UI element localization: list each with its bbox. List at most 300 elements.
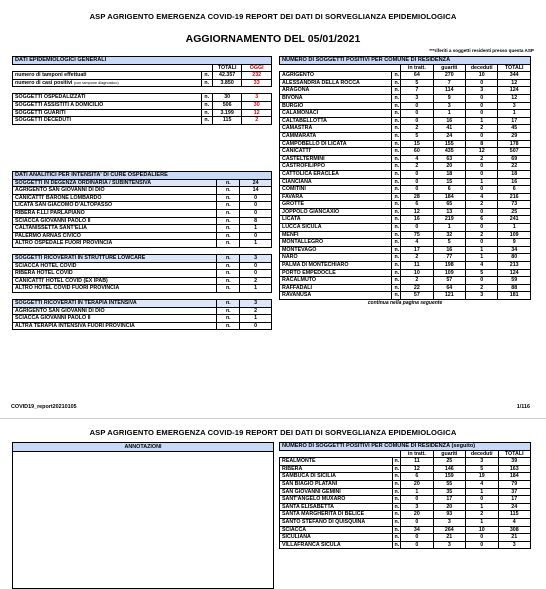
municipality-name: FAVARA [280, 193, 392, 201]
municipality-name: SANT'ANGELO MUXARO [280, 496, 393, 504]
annotations-title: ANNOTAZIONI [13, 443, 273, 452]
municipality-recovered: 159 [433, 473, 465, 481]
care-row-unit: n. [217, 262, 240, 270]
municipality-deceased: 0 [465, 102, 497, 110]
care-row-value: 1 [240, 225, 272, 233]
municipality-name: SANTA ELISABETTA [280, 503, 393, 511]
municipality-unit: n. [392, 480, 401, 488]
municipality-title: NUMERO DI SOGGETTI POSITIVI PER COMUNE DI RESIDENZA [280, 57, 531, 65]
municipality-row [280, 178, 531, 186]
municipality-row [280, 284, 531, 292]
municipality-total: 17 [498, 496, 531, 504]
municipality-deceased: 10 [465, 72, 497, 80]
municipality-in-treatment: 0 [401, 117, 433, 125]
col-totali: TOTALI [498, 64, 531, 72]
care-row-value: 0 [240, 322, 272, 330]
municipality-recovered: 93 [433, 511, 465, 519]
municipality-name: LUCCA SICULA [280, 224, 392, 232]
care-row-unit: n. [217, 225, 240, 233]
general-row-label: SOGGETTI ASSISTITI A DOMICILIO [13, 101, 202, 109]
municipality-unit: n. [392, 178, 401, 186]
municipality-recovered: 15 [433, 178, 465, 186]
municipality-row [280, 458, 531, 466]
municipality-name: CAMASTRA [280, 125, 392, 133]
municipality-unit: n. [392, 526, 401, 534]
municipality-unit: n. [392, 246, 401, 254]
municipality-row [280, 87, 531, 95]
municipality-row [280, 163, 531, 171]
municipality-row [280, 201, 531, 209]
care-row-unit: n. [217, 232, 240, 240]
general-data-table [12, 56, 272, 125]
care-group-label: SOGGETTI RICOVERATI IN TERAPIA INTENSIVA [13, 299, 217, 307]
municipality-title-continued: NUMERO DI SOGGETTI POSITIVI PER COMUNE DI RESIDENZA (seguito) [280, 443, 531, 451]
municipality-recovered: 25 [433, 458, 465, 466]
municipality-name: PALMA DI MONTECHIARO [280, 262, 392, 270]
municipality-deceased: 2 [465, 125, 497, 133]
municipality-recovered: 3 [433, 518, 465, 526]
municipality-recovered: 184 [433, 193, 465, 201]
municipality-row [280, 148, 531, 156]
care-row [13, 285, 272, 293]
municipality-name: CAMMARATA [280, 132, 392, 140]
municipality-deceased: 0 [465, 94, 497, 102]
report-header-2: ASP AGRIGENTO EMERGENZA COVID-19 REPORT DEI DATI DI SORVEGLIANZA EPIDEMIOLOGICA [89, 428, 457, 437]
municipality-name: CAMPOBELLO DI LICATA [280, 140, 392, 148]
care-row-label: CANICATTI' BARONE LOMBARDO [13, 194, 217, 202]
municipality-in-treatment: 4 [401, 239, 433, 247]
municipality-total: 115 [498, 511, 531, 519]
general-row-today: 2 [242, 117, 272, 125]
municipality-unit: n. [392, 262, 401, 270]
municipality-total: 59 [498, 277, 531, 285]
general-row [13, 109, 272, 117]
municipality-total: 73 [498, 201, 531, 209]
care-row-unit: n. [217, 187, 240, 195]
municipality-row [280, 511, 531, 519]
municipality-total: 6 [498, 186, 531, 194]
municipality-row [280, 140, 531, 148]
municipality-recovered: 32 [433, 231, 465, 239]
municipality-recovered: 41 [433, 125, 465, 133]
municipality-row [280, 496, 531, 504]
col-totali: TOTALI [498, 450, 531, 458]
general-row-label-cell [13, 79, 202, 87]
municipality-recovered: 21 [433, 534, 465, 542]
general-row-today: 12 [242, 109, 272, 117]
municipality-name: RACALMUTO [280, 277, 392, 285]
municipality-recovered: 114 [433, 87, 465, 95]
municipality-unit: n. [392, 284, 401, 292]
care-row [13, 217, 272, 225]
municipality-deceased: 1 [466, 503, 498, 511]
general-row-label-cell [13, 72, 202, 80]
municipality-name: COMITINI [280, 186, 392, 194]
care-group-unit: n. [217, 179, 240, 187]
municipality-name: MENFI [280, 231, 392, 239]
care-row-value: 0 [240, 262, 272, 270]
municipality-unit: n. [392, 72, 401, 80]
municipality-total: 308 [498, 526, 531, 534]
municipality-in-treatment: 5 [401, 132, 433, 140]
page-number: 1/116 [516, 404, 530, 410]
municipality-row [280, 170, 531, 178]
care-row-unit: n. [217, 202, 240, 210]
general-row-total: 115 [212, 117, 242, 125]
municipality-in-treatment: 2 [401, 254, 433, 262]
care-row [13, 307, 272, 315]
municipality-unit: n. [392, 216, 401, 224]
municipality-name: BIVONA [280, 94, 392, 102]
municipality-total: 12 [498, 79, 531, 87]
municipality-row [280, 246, 531, 254]
municipality-deceased: 2 [466, 511, 498, 519]
municipality-in-treatment: 11 [401, 262, 433, 270]
municipality-deceased: 1 [465, 246, 497, 254]
general-row-sublabel: (con tampone diagnostico) [73, 80, 119, 85]
municipality-name: MONTEVAGO [280, 246, 392, 254]
municipality-name: SAMBUCA DI SICILIA [280, 473, 393, 481]
municipality-total: 17 [498, 117, 531, 125]
municipality-deceased: 5 [466, 465, 498, 473]
municipality-deceased: 0 [466, 541, 498, 549]
col-deceduti: deceduti [465, 64, 497, 72]
municipality-deceased: 0 [466, 534, 498, 542]
municipality-unit: n. [392, 292, 401, 300]
municipality-in-treatment: 57 [401, 292, 433, 300]
municipality-recovered: 13 [433, 208, 465, 216]
municipality-in-treatment: 0 [401, 170, 433, 178]
annotations-box [12, 442, 274, 589]
municipality-in-treatment: 4 [401, 155, 433, 163]
municipality-total: 109 [498, 231, 531, 239]
municipality-total: 3 [498, 541, 531, 549]
municipality-recovered: 3 [433, 102, 465, 110]
municipality-recovered: 155 [433, 140, 465, 148]
municipality-total: 4 [498, 518, 531, 526]
municipality-deceased: 4 [465, 193, 497, 201]
hospital-care-table [12, 171, 272, 330]
municipality-row [280, 262, 531, 270]
municipality-recovered: 20 [433, 503, 465, 511]
municipality-total: 21 [498, 534, 531, 542]
municipality-row [280, 541, 531, 549]
general-row [13, 117, 272, 125]
municipality-deceased: 0 [465, 163, 497, 171]
municipality-unit: n. [392, 239, 401, 247]
general-row-unit: n. [201, 79, 212, 87]
municipality-in-treatment: 15 [401, 140, 433, 148]
municipality-recovered: 5 [433, 239, 465, 247]
general-row-unit: n. [201, 101, 212, 109]
municipality-total: 37 [498, 488, 531, 496]
municipality-in-treatment: 22 [401, 284, 433, 292]
care-row-unit: n. [217, 270, 240, 278]
municipality-total: 39 [498, 458, 531, 466]
municipality-deceased: 3 [465, 87, 497, 95]
municipality-deceased: 10 [466, 526, 498, 534]
municipality-total: 24 [498, 503, 531, 511]
care-row-value: 1 [240, 285, 272, 293]
municipality-unit: n. [392, 163, 401, 171]
municipality-table [279, 56, 531, 307]
municipality-deceased: 2 [465, 201, 497, 209]
municipality-row [280, 239, 531, 247]
care-row [13, 262, 272, 270]
municipality-unit: n. [392, 201, 401, 209]
care-row-unit: n. [217, 217, 240, 225]
municipality-total: 241 [498, 216, 531, 224]
municipality-name: CALAMONACI [280, 110, 392, 118]
municipality-recovered: 1 [433, 224, 465, 232]
care-row [13, 187, 272, 195]
municipality-total: 9 [498, 239, 531, 247]
municipality-unit: n. [392, 117, 401, 125]
municipality-total: 12 [498, 94, 531, 102]
municipality-unit: n. [392, 87, 401, 95]
municipality-recovered: 24 [433, 132, 465, 140]
care-row-label: RIBERA HOTEL COVID [13, 270, 217, 278]
group-gap [13, 247, 272, 254]
municipality-unit: n. [392, 465, 401, 473]
care-group-value: 24 [240, 179, 272, 187]
municipality-unit: n. [392, 511, 401, 519]
municipality-unit: n. [392, 458, 401, 466]
municipality-deceased: 3 [465, 292, 497, 300]
municipality-name: CALTABELLOTTA [280, 117, 392, 125]
municipality-total: 507 [498, 148, 531, 156]
municipality-unit: n. [392, 94, 401, 102]
continue-note: continua nella pagina seguente [367, 300, 443, 306]
hospital-care-title: DATI ANALITICI PER INTENSITA' DI CURE OSPEDALIERE [13, 172, 272, 180]
municipality-recovered: 63 [433, 155, 465, 163]
care-group-value: 3 [240, 254, 272, 262]
municipality-in-treatment: 16 [401, 216, 433, 224]
municipality-in-treatment: 10 [401, 269, 433, 277]
care-group-label: SOGGETTI IN DEGENZA ORDINARIA / SUBINTENSIVA [13, 179, 217, 187]
municipality-in-treatment: 0 [401, 496, 433, 504]
municipality-name: CASTROFILIPPO [280, 163, 392, 171]
municipality-recovered: 64 [433, 284, 465, 292]
municipality-recovered: 7 [433, 79, 465, 87]
municipality-row [280, 465, 531, 473]
municipality-name: REALMONTE [280, 458, 393, 466]
municipality-recovered: 35 [433, 488, 465, 496]
municipality-deceased: 6 [465, 216, 497, 224]
municipality-in-treatment: 0 [401, 534, 433, 542]
municipality-row [280, 72, 531, 80]
general-row-label: SOGGETTI DECEDUTI [13, 117, 202, 125]
municipality-in-treatment: 20 [401, 511, 433, 519]
municipality-total: 25 [498, 208, 531, 216]
municipality-deceased: 0 [465, 239, 497, 247]
general-row [13, 94, 272, 102]
municipality-unit: n. [392, 170, 401, 178]
municipality-unit: n. [392, 155, 401, 163]
municipality-unit: n. [392, 79, 401, 87]
municipality-recovered: 109 [433, 269, 465, 277]
municipality-name: ALESSANDRIA DELLA ROCCA [280, 79, 392, 87]
care-row-label: SCIACCA HOTEL COVID [13, 262, 217, 270]
municipality-in-treatment: 3 [401, 94, 433, 102]
municipality-row [280, 79, 531, 87]
municipality-name: GROTTE [280, 201, 392, 209]
care-row [13, 322, 272, 330]
care-row [13, 202, 272, 210]
municipality-name: VILLAFRANCA SICULA [280, 541, 393, 549]
care-row [13, 315, 272, 323]
report-page-2 [0, 430, 546, 587]
municipality-unit: n. [392, 102, 401, 110]
care-row-label: SCIACCA GIOVANNI PAOLO II [13, 315, 217, 323]
municipality-row [280, 526, 531, 534]
care-row-unit: n. [217, 285, 240, 293]
care-group-header [13, 254, 272, 262]
municipality-deceased: 0 [465, 186, 497, 194]
municipality-name: CANICATTI' [280, 148, 392, 156]
municipality-recovered: 121 [433, 292, 465, 300]
municipality-total: 34 [498, 246, 531, 254]
col-totali: TOTALI [212, 64, 242, 72]
municipality-unit: n. [392, 224, 401, 232]
municipality-deceased: 2 [465, 155, 497, 163]
municipality-in-treatment: 0 [401, 178, 433, 186]
municipality-row [280, 208, 531, 216]
municipality-in-treatment: 12 [401, 465, 433, 473]
municipality-deceased: 0 [465, 132, 497, 140]
municipality-in-treatment: 64 [401, 72, 433, 80]
municipality-recovered: 20 [433, 163, 465, 171]
care-row-value: 0 [240, 270, 272, 278]
care-group-unit: n. [217, 299, 240, 307]
general-row-today: 30 [242, 101, 272, 109]
municipality-deceased: 2 [465, 231, 497, 239]
municipality-in-treatment: 2 [401, 125, 433, 133]
general-row-label: SOGGETTI OSPEDALIZZATI [13, 94, 202, 102]
municipality-in-treatment: 1 [401, 488, 433, 496]
care-row-unit: n. [217, 307, 240, 315]
municipality-table-continued [279, 442, 531, 549]
general-row-today: 232 [242, 72, 272, 80]
municipality-deceased: 12 [465, 148, 497, 156]
care-row [13, 277, 272, 285]
general-row [13, 79, 272, 87]
care-row [13, 194, 272, 202]
municipality-in-treatment: 11 [401, 458, 433, 466]
municipality-in-treatment: 20 [401, 480, 433, 488]
care-row-unit: n. [217, 209, 240, 217]
municipality-deceased: 0 [466, 496, 498, 504]
care-row-unit: n. [217, 240, 240, 248]
care-group-value: 3 [240, 299, 272, 307]
municipality-total: 80 [498, 254, 531, 262]
municipality-total: 124 [498, 269, 531, 277]
care-group-header [13, 179, 272, 187]
care-row [13, 225, 272, 233]
municipality-name: RAFFADALI [280, 284, 392, 292]
municipality-unit: n. [392, 125, 401, 133]
general-row-unit: n. [201, 72, 212, 80]
municipality-recovered: 57 [433, 277, 465, 285]
municipality-deceased: 1 [466, 518, 498, 526]
municipality-in-treatment: 12 [401, 208, 433, 216]
municipality-recovered: 3 [433, 541, 465, 549]
municipality-row [280, 110, 531, 118]
municipality-unit: n. [392, 534, 401, 542]
municipality-recovered: 16 [433, 117, 465, 125]
municipality-unit: n. [392, 488, 401, 496]
municipality-row [280, 186, 531, 194]
municipality-deceased: 0 [465, 208, 497, 216]
general-row [13, 72, 272, 80]
municipality-total: 344 [498, 72, 531, 80]
care-row-unit: n. [217, 322, 240, 330]
municipality-name: LICATA [280, 216, 392, 224]
general-row-total: 3.850 [212, 79, 242, 87]
municipality-total: 178 [498, 140, 531, 148]
municipality-in-treatment: 2 [401, 163, 433, 171]
municipality-name: AGRIGENTO [280, 72, 392, 80]
municipality-in-treatment: 0 [401, 541, 433, 549]
municipality-in-treatment: 6 [401, 473, 433, 481]
municipality-deceased: 1 [466, 488, 498, 496]
municipality-row [280, 94, 531, 102]
col-in-trattamento: in tratt. [401, 450, 433, 458]
municipality-deceased: 0 [465, 170, 497, 178]
general-data-title: DATI EPIDEMIOLOGICI GENERALI [13, 57, 272, 65]
municipality-deceased: 4 [466, 480, 498, 488]
care-row-label: AGRIGENTO SAN GIOVANNI DI DIO [13, 187, 217, 195]
municipality-row [280, 231, 531, 239]
municipality-row [280, 534, 531, 542]
care-row-unit: n. [217, 277, 240, 285]
municipality-unit: n. [392, 231, 401, 239]
municipality-name: RIBERA [280, 465, 393, 473]
municipality-in-treatment: 6 [401, 201, 433, 209]
municipality-total: 29 [498, 132, 531, 140]
col-in-trattamento: in tratt. [401, 64, 433, 72]
group-gap [13, 292, 272, 299]
municipality-in-treatment: 17 [401, 246, 433, 254]
municipality-recovered: 146 [433, 465, 465, 473]
municipality-deceased: 19 [466, 473, 498, 481]
care-row-label: ALTRO OSPEDALE FUORI PROVINCIA [13, 240, 217, 248]
care-row [13, 240, 272, 248]
care-row-label: PALERMO ARNAS CIVICO [13, 232, 217, 240]
municipality-unit: n. [392, 473, 401, 481]
municipality-name: CASTELTERMINI [280, 155, 392, 163]
municipality-unit: n. [392, 132, 401, 140]
municipality-name: RAVANUSA [280, 292, 392, 300]
municipality-total: 213 [498, 262, 531, 270]
municipality-deceased: 0 [465, 79, 497, 87]
municipality-deceased: 0 [465, 110, 497, 118]
municipality-recovered: 435 [433, 148, 465, 156]
municipality-deceased: 1 [465, 117, 497, 125]
municipality-deceased: 0 [465, 224, 497, 232]
municipality-row [280, 503, 531, 511]
municipality-name: CIANCIANA [280, 178, 392, 186]
municipality-row [280, 480, 531, 488]
care-row-value: 0 [240, 194, 272, 202]
care-row-label: ALTRO HOTEL COVID FUORI PROVINCIA [13, 285, 217, 293]
municipality-in-treatment: 2 [401, 277, 433, 285]
municipality-name: MONTALLEGRO [280, 239, 392, 247]
municipality-in-treatment: 3 [401, 503, 433, 511]
municipality-name: PORTO EMPEDOCLE [280, 269, 392, 277]
municipality-recovered: 17 [433, 496, 465, 504]
municipality-in-treatment: 0 [401, 518, 433, 526]
